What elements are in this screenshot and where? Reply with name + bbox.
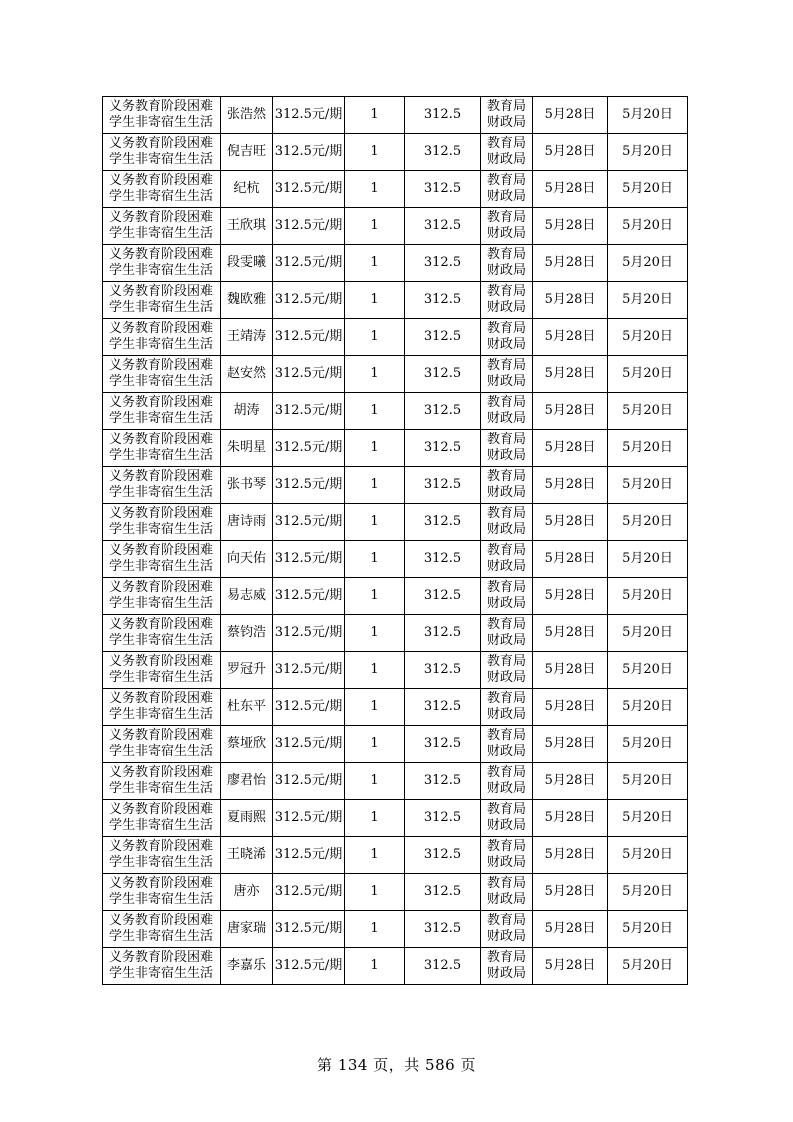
table-row — [103, 393, 688, 430]
cell-department: 教育局财政局 — [481, 874, 533, 911]
cell-standard: 312.5元/期 — [273, 393, 345, 430]
cell-department: 教育局财政局 — [481, 393, 533, 430]
cell-date-1: 5月28日 — [533, 874, 608, 911]
cell-date-2: 5月20日 — [608, 578, 688, 615]
cell-amount: 312.5 — [405, 319, 481, 356]
cell-amount: 312.5 — [405, 948, 481, 985]
cell-department: 教育局财政局 — [481, 467, 533, 504]
cell-standard: 312.5元/期 — [273, 504, 345, 541]
subsidy-table — [102, 96, 688, 985]
table-row — [103, 208, 688, 245]
table-row — [103, 726, 688, 763]
table-row — [103, 689, 688, 726]
cell-standard: 312.5元/期 — [273, 208, 345, 245]
cell-department: 教育局财政局 — [481, 97, 533, 134]
cell-student-name: 易志威 — [221, 578, 273, 615]
cell-date-2: 5月20日 — [608, 245, 688, 282]
cell-department: 教育局财政局 — [481, 319, 533, 356]
cell-item: 义务教育阶段困难学生非寄宿生生活 — [103, 652, 221, 689]
cell-count: 1 — [345, 652, 405, 689]
cell-count: 1 — [345, 837, 405, 874]
cell-date-1: 5月28日 — [533, 726, 608, 763]
cell-count: 1 — [345, 467, 405, 504]
cell-student-name: 向天佑 — [221, 541, 273, 578]
cell-student-name: 赵安然 — [221, 356, 273, 393]
cell-amount: 312.5 — [405, 208, 481, 245]
cell-student-name: 张浩然 — [221, 97, 273, 134]
cell-standard: 312.5元/期 — [273, 874, 345, 911]
cell-date-1: 5月28日 — [533, 467, 608, 504]
cell-date-2: 5月20日 — [608, 319, 688, 356]
cell-amount: 312.5 — [405, 134, 481, 171]
cell-department: 教育局财政局 — [481, 763, 533, 800]
cell-department: 教育局财政局 — [481, 430, 533, 467]
cell-count: 1 — [345, 689, 405, 726]
cell-item: 义务教育阶段困难学生非寄宿生生活 — [103, 282, 221, 319]
cell-date-1: 5月28日 — [533, 652, 608, 689]
cell-standard: 312.5元/期 — [273, 763, 345, 800]
table-row — [103, 800, 688, 837]
cell-item: 义务教育阶段困难学生非寄宿生生活 — [103, 541, 221, 578]
cell-amount: 312.5 — [405, 911, 481, 948]
footer-prefix: 第 — [317, 1056, 333, 1074]
cell-count: 1 — [345, 356, 405, 393]
cell-item: 义务教育阶段困难学生非寄宿生生活 — [103, 208, 221, 245]
cell-department: 教育局财政局 — [481, 800, 533, 837]
cell-department: 教育局财政局 — [481, 948, 533, 985]
table-row — [103, 171, 688, 208]
cell-count: 1 — [345, 97, 405, 134]
cell-amount: 312.5 — [405, 430, 481, 467]
cell-student-name: 蔡垭欣 — [221, 726, 273, 763]
cell-date-1: 5月28日 — [533, 208, 608, 245]
cell-item: 义务教育阶段困难学生非寄宿生生活 — [103, 245, 221, 282]
cell-standard: 312.5元/期 — [273, 319, 345, 356]
cell-amount: 312.5 — [405, 652, 481, 689]
cell-standard: 312.5元/期 — [273, 134, 345, 171]
cell-date-1: 5月28日 — [533, 282, 608, 319]
cell-item: 义务教育阶段困难学生非寄宿生生活 — [103, 948, 221, 985]
cell-standard: 312.5元/期 — [273, 282, 345, 319]
cell-item: 义务教育阶段困难学生非寄宿生生活 — [103, 763, 221, 800]
cell-date-2: 5月20日 — [608, 430, 688, 467]
cell-date-1: 5月28日 — [533, 615, 608, 652]
cell-date-2: 5月20日 — [608, 356, 688, 393]
cell-standard: 312.5元/期 — [273, 911, 345, 948]
table-row — [103, 134, 688, 171]
table-row — [103, 467, 688, 504]
cell-student-name: 唐诗雨 — [221, 504, 273, 541]
table-row — [103, 504, 688, 541]
cell-date-2: 5月20日 — [608, 615, 688, 652]
cell-date-1: 5月28日 — [533, 800, 608, 837]
cell-department: 教育局财政局 — [481, 208, 533, 245]
footer-middle: 页，共 — [373, 1056, 420, 1074]
cell-standard: 312.5元/期 — [273, 245, 345, 282]
cell-amount: 312.5 — [405, 726, 481, 763]
cell-count: 1 — [345, 874, 405, 911]
cell-department: 教育局财政局 — [481, 171, 533, 208]
cell-date-2: 5月20日 — [608, 393, 688, 430]
cell-amount: 312.5 — [405, 393, 481, 430]
cell-amount: 312.5 — [405, 171, 481, 208]
cell-date-2: 5月20日 — [608, 800, 688, 837]
cell-count: 1 — [345, 208, 405, 245]
cell-amount: 312.5 — [405, 837, 481, 874]
cell-date-1: 5月28日 — [533, 430, 608, 467]
cell-student-name: 罗冠升 — [221, 652, 273, 689]
cell-count: 1 — [345, 726, 405, 763]
table-row — [103, 615, 688, 652]
cell-count: 1 — [345, 948, 405, 985]
cell-date-2: 5月20日 — [608, 504, 688, 541]
cell-student-name: 李嘉乐 — [221, 948, 273, 985]
table-row — [103, 282, 688, 319]
cell-item: 义务教育阶段困难学生非寄宿生生活 — [103, 171, 221, 208]
cell-amount: 312.5 — [405, 578, 481, 615]
cell-date-1: 5月28日 — [533, 948, 608, 985]
cell-amount: 312.5 — [405, 282, 481, 319]
cell-date-1: 5月28日 — [533, 319, 608, 356]
cell-item: 义务教育阶段困难学生非寄宿生生活 — [103, 504, 221, 541]
cell-date-1: 5月28日 — [533, 689, 608, 726]
cell-amount: 312.5 — [405, 504, 481, 541]
footer-suffix: 页 — [460, 1056, 476, 1074]
cell-department: 教育局财政局 — [481, 726, 533, 763]
table-row — [103, 356, 688, 393]
cell-count: 1 — [345, 578, 405, 615]
cell-amount: 312.5 — [405, 356, 481, 393]
table-row — [103, 911, 688, 948]
cell-student-name: 唐亦 — [221, 874, 273, 911]
cell-item: 义务教育阶段困难学生非寄宿生生活 — [103, 615, 221, 652]
cell-department: 教育局财政局 — [481, 134, 533, 171]
cell-count: 1 — [345, 615, 405, 652]
cell-date-1: 5月28日 — [533, 134, 608, 171]
table-row — [103, 430, 688, 467]
cell-student-name: 王靖涛 — [221, 319, 273, 356]
cell-student-name: 廖君怡 — [221, 763, 273, 800]
cell-student-name: 杜东平 — [221, 689, 273, 726]
table-row — [103, 837, 688, 874]
cell-student-name: 唐家瑞 — [221, 911, 273, 948]
cell-item: 义务教育阶段困难学生非寄宿生生活 — [103, 800, 221, 837]
cell-date-1: 5月28日 — [533, 578, 608, 615]
cell-date-2: 5月20日 — [608, 948, 688, 985]
cell-amount: 312.5 — [405, 541, 481, 578]
cell-item: 义务教育阶段困难学生非寄宿生生活 — [103, 911, 221, 948]
cell-standard: 312.5元/期 — [273, 356, 345, 393]
table-row — [103, 948, 688, 985]
cell-date-2: 5月20日 — [608, 837, 688, 874]
cell-count: 1 — [345, 430, 405, 467]
cell-date-2: 5月20日 — [608, 134, 688, 171]
cell-item: 义务教育阶段困难学生非寄宿生生活 — [103, 874, 221, 911]
cell-student-name: 王欣琪 — [221, 208, 273, 245]
cell-date-2: 5月20日 — [608, 652, 688, 689]
cell-count: 1 — [345, 134, 405, 171]
cell-date-2: 5月20日 — [608, 282, 688, 319]
table-row — [103, 541, 688, 578]
cell-date-1: 5月28日 — [533, 837, 608, 874]
cell-count: 1 — [345, 763, 405, 800]
cell-student-name: 王晓浠 — [221, 837, 273, 874]
cell-standard: 312.5元/期 — [273, 652, 345, 689]
cell-department: 教育局财政局 — [481, 911, 533, 948]
cell-date-2: 5月20日 — [608, 97, 688, 134]
cell-student-name: 段雯曦 — [221, 245, 273, 282]
cell-standard: 312.5元/期 — [273, 948, 345, 985]
cell-standard: 312.5元/期 — [273, 97, 345, 134]
cell-department: 教育局财政局 — [481, 245, 533, 282]
footer-total-pages: 586 — [425, 1056, 456, 1074]
cell-student-name: 蔡钧浩 — [221, 615, 273, 652]
cell-item: 义务教育阶段困难学生非寄宿生生活 — [103, 837, 221, 874]
cell-item: 义务教育阶段困难学生非寄宿生生活 — [103, 319, 221, 356]
cell-standard: 312.5元/期 — [273, 726, 345, 763]
cell-student-name: 纪杭 — [221, 171, 273, 208]
cell-amount: 312.5 — [405, 467, 481, 504]
cell-count: 1 — [345, 171, 405, 208]
cell-date-2: 5月20日 — [608, 208, 688, 245]
cell-standard: 312.5元/期 — [273, 615, 345, 652]
cell-item: 义务教育阶段困难学生非寄宿生生活 — [103, 134, 221, 171]
cell-department: 教育局财政局 — [481, 837, 533, 874]
cell-date-2: 5月20日 — [608, 726, 688, 763]
cell-item: 义务教育阶段困难学生非寄宿生生活 — [103, 430, 221, 467]
cell-item: 义务教育阶段困难学生非寄宿生生活 — [103, 467, 221, 504]
cell-date-1: 5月28日 — [533, 763, 608, 800]
cell-student-name: 胡涛 — [221, 393, 273, 430]
cell-standard: 312.5元/期 — [273, 800, 345, 837]
cell-item: 义务教育阶段困难学生非寄宿生生活 — [103, 393, 221, 430]
cell-department: 教育局财政局 — [481, 356, 533, 393]
cell-date-1: 5月28日 — [533, 97, 608, 134]
cell-standard: 312.5元/期 — [273, 430, 345, 467]
cell-amount: 312.5 — [405, 800, 481, 837]
cell-count: 1 — [345, 800, 405, 837]
cell-date-1: 5月28日 — [533, 541, 608, 578]
page-footer — [0, 1054, 793, 1075]
cell-count: 1 — [345, 911, 405, 948]
cell-count: 1 — [345, 319, 405, 356]
table-row — [103, 652, 688, 689]
cell-amount: 312.5 — [405, 763, 481, 800]
cell-date-1: 5月28日 — [533, 911, 608, 948]
cell-student-name: 张书琴 — [221, 467, 273, 504]
table-body — [103, 97, 688, 985]
cell-amount: 312.5 — [405, 615, 481, 652]
cell-student-name: 魏欧雅 — [221, 282, 273, 319]
cell-department: 教育局财政局 — [481, 504, 533, 541]
cell-date-1: 5月28日 — [533, 171, 608, 208]
cell-date-1: 5月28日 — [533, 504, 608, 541]
cell-item: 义务教育阶段困难学生非寄宿生生活 — [103, 726, 221, 763]
cell-student-name: 朱明星 — [221, 430, 273, 467]
cell-date-2: 5月20日 — [608, 911, 688, 948]
cell-count: 1 — [345, 504, 405, 541]
cell-item: 义务教育阶段困难学生非寄宿生生活 — [103, 689, 221, 726]
table-row — [103, 97, 688, 134]
cell-standard: 312.5元/期 — [273, 171, 345, 208]
cell-standard: 312.5元/期 — [273, 541, 345, 578]
cell-date-2: 5月20日 — [608, 874, 688, 911]
cell-department: 教育局财政局 — [481, 652, 533, 689]
cell-standard: 312.5元/期 — [273, 837, 345, 874]
cell-count: 1 — [345, 393, 405, 430]
cell-department: 教育局财政局 — [481, 615, 533, 652]
cell-standard: 312.5元/期 — [273, 689, 345, 726]
cell-standard: 312.5元/期 — [273, 578, 345, 615]
cell-count: 1 — [345, 282, 405, 319]
cell-amount: 312.5 — [405, 874, 481, 911]
cell-date-2: 5月20日 — [608, 541, 688, 578]
cell-department: 教育局财政局 — [481, 578, 533, 615]
cell-date-1: 5月28日 — [533, 393, 608, 430]
cell-date-2: 5月20日 — [608, 171, 688, 208]
table-row — [103, 245, 688, 282]
cell-date-1: 5月28日 — [533, 356, 608, 393]
cell-amount: 312.5 — [405, 689, 481, 726]
cell-date-2: 5月20日 — [608, 689, 688, 726]
cell-item: 义务教育阶段困难学生非寄宿生生活 — [103, 356, 221, 393]
cell-date-2: 5月20日 — [608, 763, 688, 800]
cell-standard: 312.5元/期 — [273, 467, 345, 504]
table-row — [103, 874, 688, 911]
cell-student-name: 夏雨熙 — [221, 800, 273, 837]
cell-department: 教育局财政局 — [481, 689, 533, 726]
cell-item: 义务教育阶段困难学生非寄宿生生活 — [103, 578, 221, 615]
cell-count: 1 — [345, 245, 405, 282]
cell-student-name: 倪吉旺 — [221, 134, 273, 171]
cell-count: 1 — [345, 541, 405, 578]
table-row — [103, 763, 688, 800]
cell-amount: 312.5 — [405, 97, 481, 134]
table-row — [103, 319, 688, 356]
cell-amount: 312.5 — [405, 245, 481, 282]
cell-item: 义务教育阶段困难学生非寄宿生生活 — [103, 97, 221, 134]
cell-department: 教育局财政局 — [481, 541, 533, 578]
footer-current-page: 134 — [337, 1056, 368, 1074]
cell-date-1: 5月28日 — [533, 245, 608, 282]
cell-date-2: 5月20日 — [608, 467, 688, 504]
cell-department: 教育局财政局 — [481, 282, 533, 319]
table-row — [103, 578, 688, 615]
